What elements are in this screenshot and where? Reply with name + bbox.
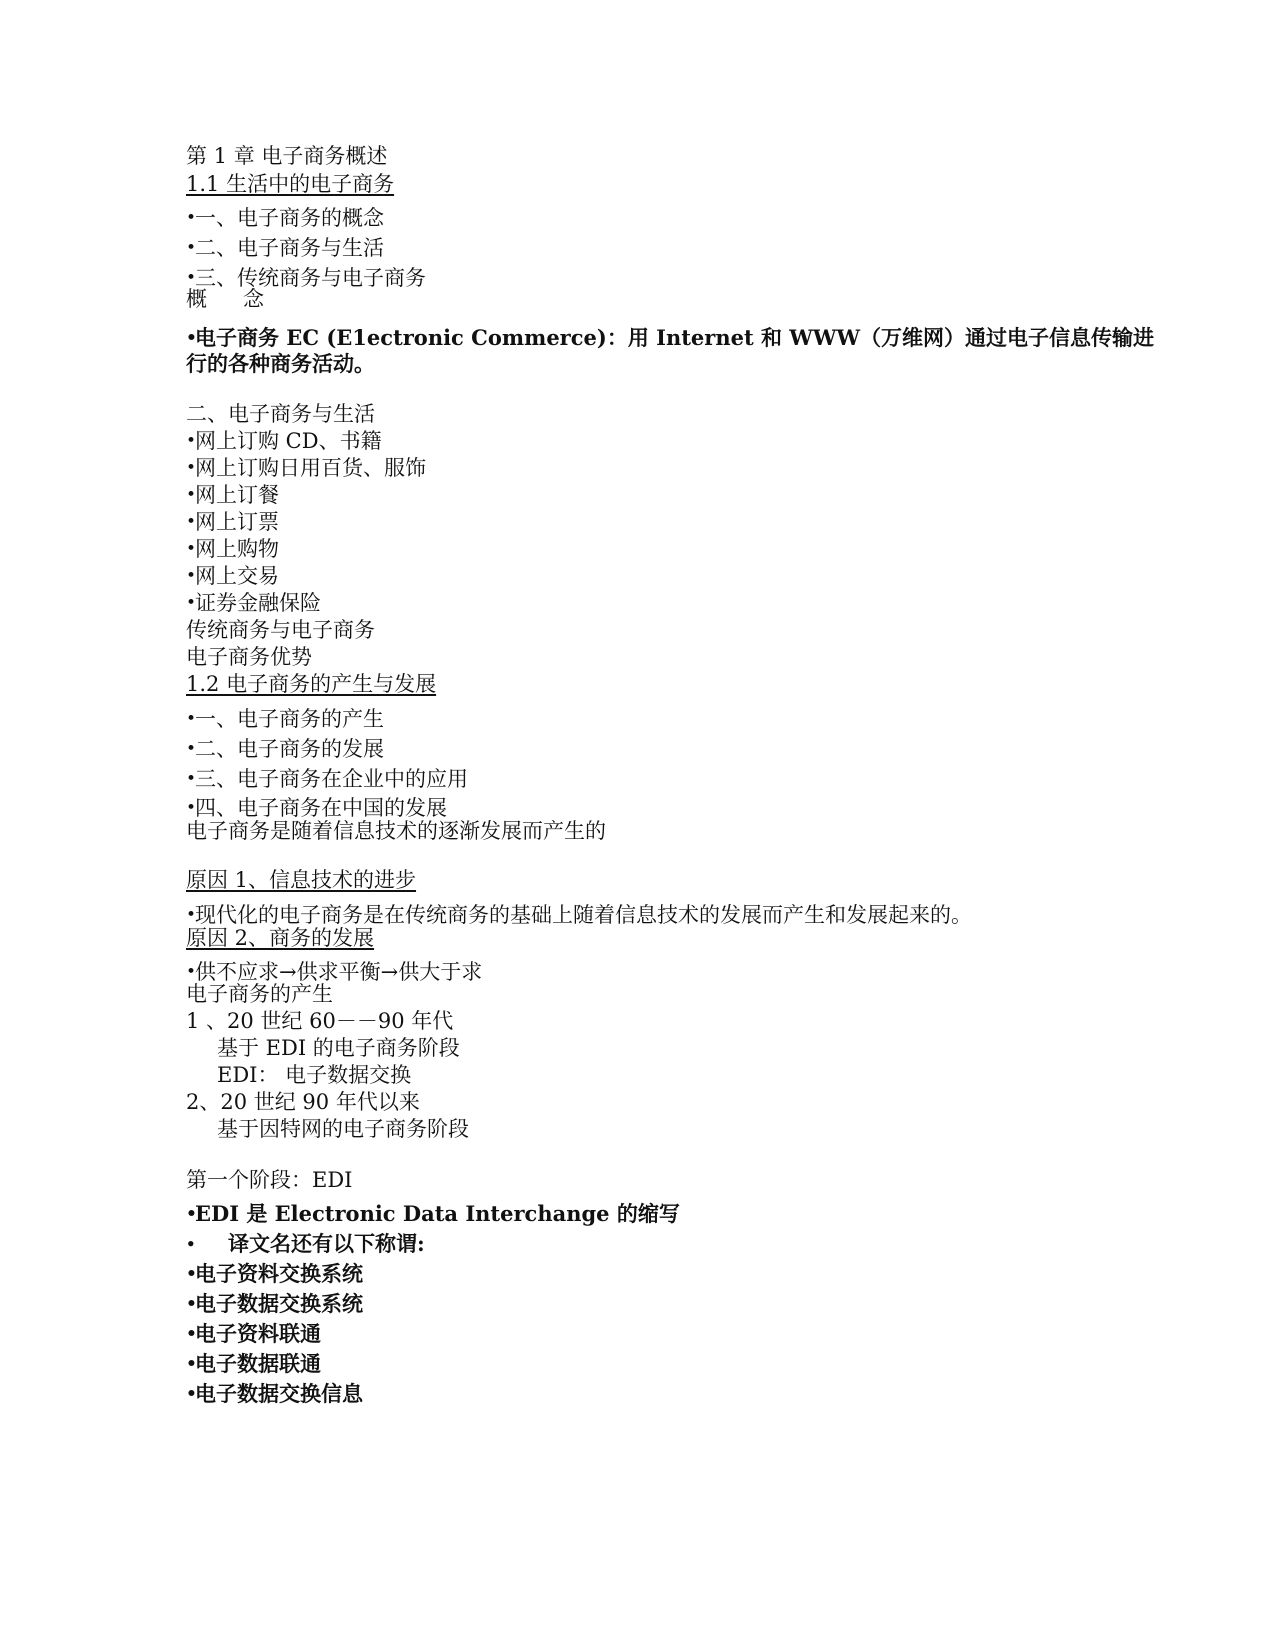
chapter-title: 第 1 章 电子商务概述 bbox=[186, 144, 388, 168]
life-heading: 二、电子商务与生活 bbox=[186, 402, 375, 426]
list-item: •二、电子商务与生活 bbox=[186, 236, 384, 260]
bullet-icon: • bbox=[186, 769, 197, 789]
stage1-line1: 基于 EDI 的电子商务阶段 bbox=[217, 1036, 460, 1060]
reason2-heading: 原因 2、商务的发展 bbox=[186, 926, 375, 950]
bullet-icon: • bbox=[186, 1204, 197, 1224]
bullet-icon: • bbox=[186, 1324, 197, 1344]
bullet-icon: • bbox=[186, 798, 197, 818]
traditional-vs-ec: 传统商务与电子商务 bbox=[186, 618, 375, 642]
list-item: •一、电子商务的概念 bbox=[186, 206, 384, 230]
list-item: •电子数据交换系统 bbox=[186, 1291, 363, 1316]
list-item: •网上订票 bbox=[186, 510, 279, 534]
ec-advantages: 电子商务优势 bbox=[186, 645, 312, 669]
bullet-icon: • bbox=[186, 268, 197, 288]
list-item: •电子资料交换系统 bbox=[186, 1261, 363, 1286]
list-item: •三、电子商务在企业中的应用 bbox=[186, 767, 468, 791]
reason1-heading: 原因 1、信息技术的进步 bbox=[186, 868, 417, 892]
ec-origin-heading: 电子商务的产生 bbox=[186, 982, 333, 1006]
list-item: •网上订餐 bbox=[186, 483, 279, 507]
emergence-statement: 电子商务是随着信息技术的逐渐发展而产生的 bbox=[186, 819, 606, 843]
list-item: •电子数据联通 bbox=[186, 1351, 321, 1376]
stage2-line1: 基于因特网的电子商务阶段 bbox=[217, 1117, 469, 1141]
list-item: •电子数据交换信息 bbox=[186, 1381, 363, 1406]
list-item: •网上购物 bbox=[186, 537, 279, 561]
bullet-icon: • bbox=[186, 431, 197, 451]
edi-abbr: •EDI 是 Electronic Data Interchange 的缩写 bbox=[186, 1201, 680, 1226]
list-item: •四、电子商务在中国的发展 bbox=[186, 796, 447, 820]
concept-heading: 概念 bbox=[186, 287, 300, 311]
bullet-icon: • bbox=[186, 485, 197, 505]
bullet-icon: • bbox=[186, 593, 197, 613]
bullet-icon: • bbox=[186, 1384, 197, 1404]
ec-definition-cont: 行的各种商务活动。 bbox=[186, 351, 375, 376]
bullet-icon: • bbox=[186, 739, 197, 759]
bullet-icon: • bbox=[186, 458, 197, 478]
list-item: •二、电子商务的发展 bbox=[186, 737, 384, 761]
list-item: •三、传统商务与电子商务 bbox=[186, 266, 426, 290]
bullet-icon: • bbox=[186, 512, 197, 532]
stage1-title: 1 、20 世纪 60－－90 年代 bbox=[186, 1009, 454, 1033]
list-item: •一、电子商务的产生 bbox=[186, 707, 384, 731]
bullet-icon: • bbox=[186, 1354, 197, 1374]
bullet-icon: • bbox=[186, 539, 197, 559]
stage2-title: 2、20 世纪 90 年代以来 bbox=[186, 1090, 420, 1114]
list-item: •电子资料联通 bbox=[186, 1321, 321, 1346]
reason2-text: •供不应求→供求平衡→供大于求 bbox=[186, 960, 483, 984]
bullet-icon: • bbox=[186, 1235, 196, 1253]
bullet-icon: • bbox=[186, 238, 197, 258]
reason1-text: •现代化的电子商务是在传统商务的基础上随着信息技术的发展而产生和发展起来的。 bbox=[186, 903, 972, 927]
bullet-icon: • bbox=[186, 905, 197, 925]
section-heading-1-2: 1.2 电子商务的产生与发展 bbox=[186, 672, 437, 696]
section-heading-1-1: 1.1 生活中的电子商务 bbox=[186, 172, 395, 196]
bullet-icon: • bbox=[186, 1294, 197, 1314]
stage1-line2: EDI： 电子数据交换 bbox=[217, 1063, 412, 1087]
edi-heading: 第一个阶段：EDI bbox=[186, 1168, 353, 1192]
edi-aliases-intro: • 译文名还有以下称谓: bbox=[186, 1231, 425, 1256]
ec-definition: •电子商务 EC (E1ectronic Commerce)：用 Internet 和 WWW（万维网）通过电子信息传输进 bbox=[186, 325, 1155, 350]
list-item: •网上订购 CD、书籍 bbox=[186, 429, 382, 453]
list-item: •网上订购日用百货、服饰 bbox=[186, 456, 426, 480]
bullet-icon: • bbox=[186, 1264, 197, 1284]
bullet-icon: • bbox=[186, 962, 197, 982]
list-item: •证券金融保险 bbox=[186, 591, 321, 615]
bullet-icon: • bbox=[186, 566, 197, 586]
bullet-icon: • bbox=[186, 328, 197, 348]
list-item: •网上交易 bbox=[186, 564, 279, 588]
bullet-icon: • bbox=[186, 208, 197, 228]
bullet-icon: • bbox=[186, 709, 197, 729]
